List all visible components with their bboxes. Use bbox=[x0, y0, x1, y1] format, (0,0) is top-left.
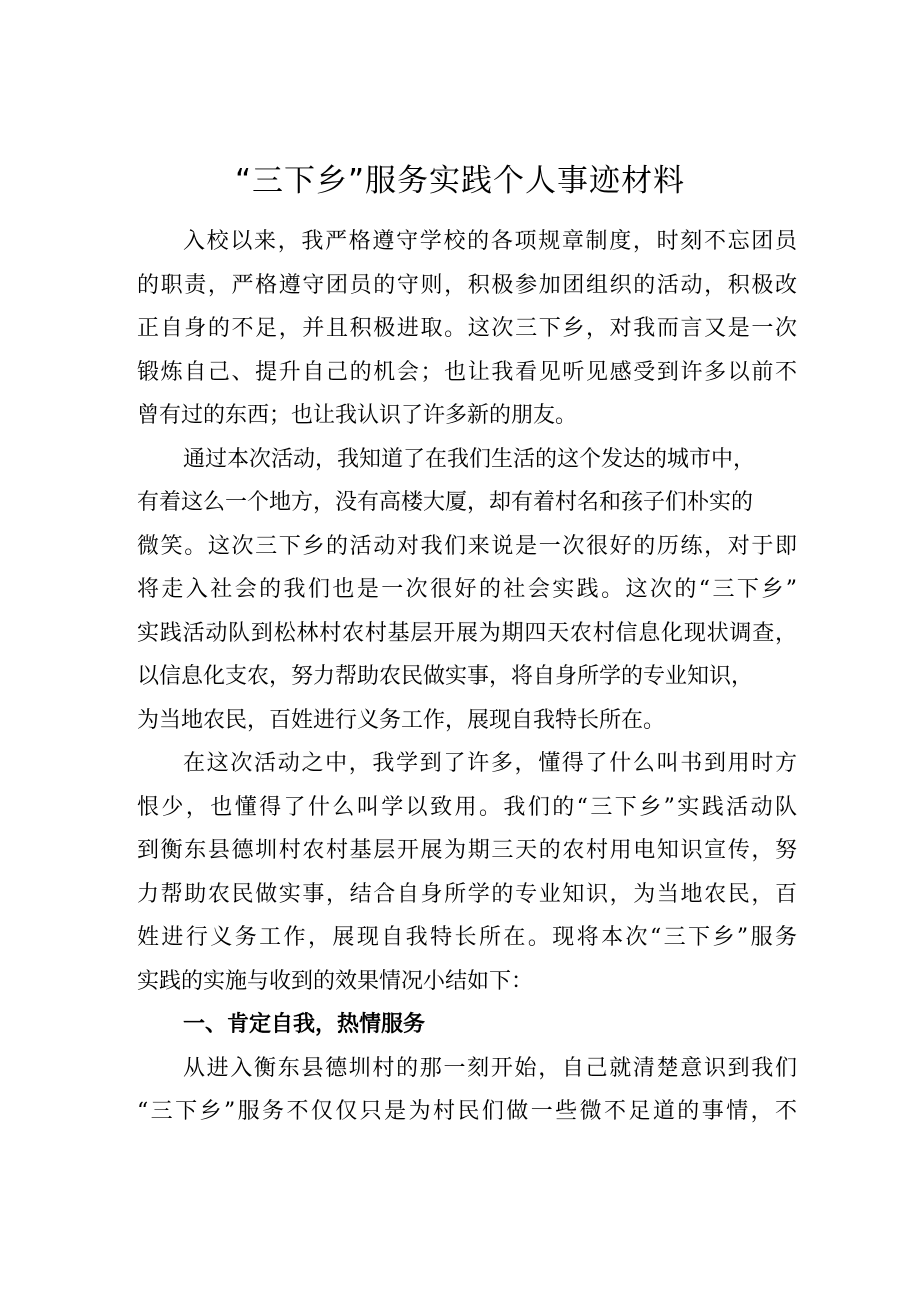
paragraph-1 bbox=[137, 220, 797, 438]
paragraph-line: 微笑。这次三下乡的活动对我们来说是一次很好的历练，对于即 bbox=[137, 533, 797, 559]
section-heading: 一、肯定自我，热情服务 bbox=[183, 1012, 426, 1037]
paragraph-line: 曾有过的东西；也让我认识了许多新的朋友。 bbox=[137, 403, 578, 428]
paragraph-2 bbox=[137, 438, 797, 743]
document-body bbox=[137, 220, 797, 1134]
paragraph-line: 正自身的不足，并且积极进取。这次三下乡，对我而言又是一次 bbox=[137, 316, 797, 341]
paragraph-line: 在这次活动之中，我学到了许多，懂得了什么叫书到用时方 bbox=[183, 751, 797, 776]
paragraph-line: 力帮助农民做实事，结合自身所学的专业知识，为当地农民，百 bbox=[137, 881, 797, 907]
paragraph-line: 到衡东县德圳村农村基层开展为期三天的农村用电知识宣传，努 bbox=[137, 838, 797, 863]
paragraph-line: 为当地农民，百姓进行义务工作，展现自我特长所在。 bbox=[137, 707, 666, 733]
document-title: “三下乡”服务实践个人事迹材料 bbox=[234, 163, 686, 199]
paragraph-3 bbox=[137, 742, 797, 1003]
paragraph-line: 入校以来，我严格遵守学校的各项规章制度，时刻不忘团员 bbox=[183, 229, 797, 254]
paragraph-line: 实践活动队到松林村农村基层开展为期四天农村信息化现状调查， bbox=[137, 620, 797, 646]
paragraph-line: 通过本次活动，我知道了在我们生活的这个发达的城市中， bbox=[183, 446, 756, 472]
paragraph-line: “三下乡”服务不仅仅只是为村民们做一些微不足道的事情，不 bbox=[137, 1099, 797, 1124]
paragraph-line: 锻炼自己、提升自己的机会；也让我看见听见感受到许多以前不 bbox=[137, 359, 797, 385]
paragraph-line: 恨少，也懂得了什么叫学以致用。我们的“三下乡”实践活动队 bbox=[137, 794, 797, 820]
paragraph-line: 有着这么一个地方，没有高楼大厦，却有着村名和孩子们朴实的 bbox=[137, 490, 754, 515]
paragraph-line: 以信息化支农，努力帮助农民做实事，将自身所学的专业知识， bbox=[137, 664, 754, 689]
paragraph-line: 实践的实施与收到的效果情况小结如下： bbox=[137, 968, 534, 994]
paragraph-line: 将走入社会的我们也是一次很好的社会实践。这次的“三下乡” bbox=[137, 577, 797, 602]
section-paragraph bbox=[137, 1047, 797, 1134]
paragraph-line: 的职责，严格遵守团员的守则，积极参加团组织的活动，积极改 bbox=[137, 272, 797, 298]
paragraph-line: 从进入衡东县德圳村的那一刻开始，自己就清楚意识到我们 bbox=[183, 1055, 797, 1081]
paragraph-line: 姓进行义务工作，展现自我特长所在。现将本次“三下乡”服务 bbox=[137, 925, 797, 950]
